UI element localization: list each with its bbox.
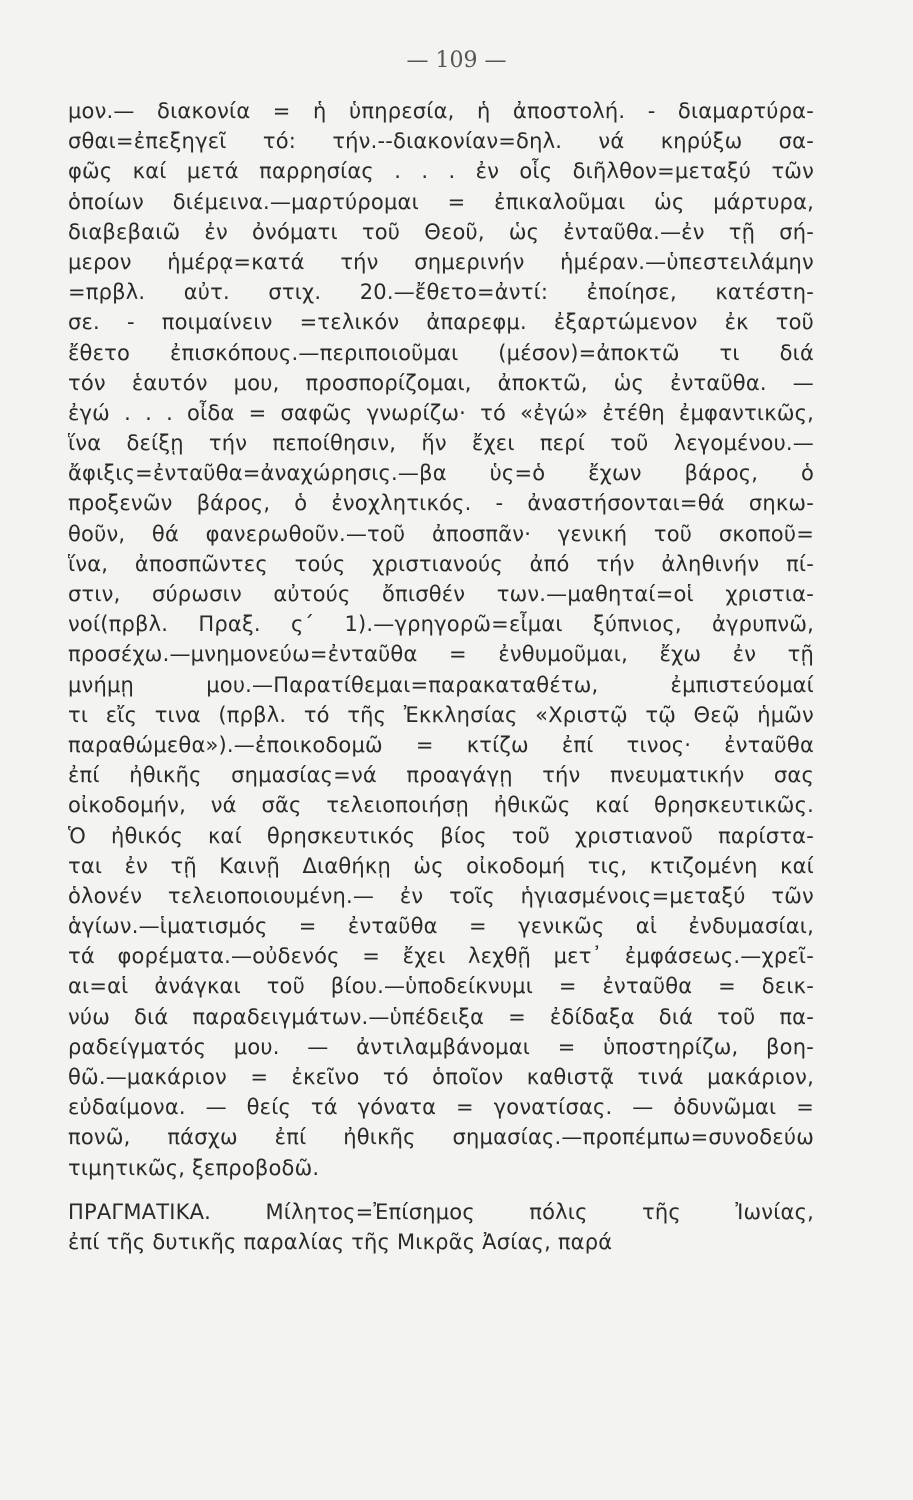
text-line: μερον ἡμέρᾳ=κατά τήν σημερινήν ἡμέραν.—ὑπεστειλάμην (68, 249, 814, 274)
text-line: θῶ.—μακάριον = ἐκεῖνο τό ὁποῖον καθιστᾷ τινά μακάριον, (68, 1065, 814, 1089)
text-line: τι εἴς τινα (πρβλ. τό τῆς Ἐκκλησίας «Χριστῷ τῷ Θεῷ ἡμῶν (68, 702, 814, 727)
text-line: ὁλονέν τελειοποιουμένη.— ἐν τοῖς ἡγιασμένοις=μεταξύ τῶν (68, 883, 814, 908)
text-line: Ὁ ἠθικός καί θρησκευτικός βίος τοῦ χριστιανοῦ παρίστα- (68, 823, 814, 848)
text-line: στιν, σύρωσιν αὐτούς ὄπισθέν των.—μαθηταί=οἱ χριστια- (68, 582, 814, 606)
page-number: — 109 — (406, 48, 507, 73)
text-line: ἔθετο ἐπισκόπους.—περιποιοῦμαι (μέσον)=ἀποκτῶ τι διά (68, 340, 814, 365)
text-line: ται ἐν τῇ Καινῇ Διαθήκῃ ὡς οἰκοδομή τις, κτιζομένη καί (68, 853, 814, 878)
text-line: =πρβλ. αὐτ. στιχ. 20.—ἔθετο=ἀντί: ἐποίησε, κατέστη- (68, 280, 814, 305)
text-line: τιμητικῶς, ξεπροβοδῶ. (68, 1155, 320, 1180)
text-line: θοῦν, θά φανερωθοῦν.—τοῦ ἀποσπᾶν· γενική τοῦ σκοποῦ= (68, 521, 814, 546)
commentary-text (68, 96, 814, 1257)
text-line: φῶς καί μετά παρρησίας . . . ἐν οἷς διῆλθον=μεταξύ τῶν (68, 159, 814, 184)
text-line: ἐγώ . . . οἶδα = σαφῶς γνωρίζω· τό «ἐγώ» ἐτέθη ἐμφαντικῶς, (68, 400, 814, 425)
text-line: εὐδαίμονα. — θείς τά γόνατα = γονατίσας. — ὀδυνῶμαι = (68, 1095, 814, 1120)
text-line: νοί(πρβλ. Πραξ. ς´ 1).—γρηγορῶ=εἶμαι ξύπνιος, ἀγρυπνῶ, (68, 612, 814, 637)
text-line: διαβεβαιῶ ἐν ὀνόματι τοῦ Θεοῦ, ὡς ἐνταῦθα.—ἐν τῇ σή- (68, 219, 814, 244)
text-line: προσέχω.—μνημονεύω=ἐνταῦθα = ἐνθυμοῦμαι, ἔχω ἐν τῇ (68, 642, 814, 667)
text-line: ὁποίων διέμεινα.—μαρτύρομαι = ἐπικαλοῦμαι ὡς μάρτυρα, (68, 189, 814, 214)
text-line: ἁγίων.—ἱματισμός = ἐνταῦθα = γενικῶς αἱ ἐνδυμασίαι, (68, 914, 814, 939)
text-line: ἵνα, ἀποσπῶντες τούς χριστιανούς ἀπό τήν ἀληθινήν πί- (68, 551, 814, 576)
text-line: αι=αἱ ἀνάγκαι τοῦ βίου.—ὑποδείκνυμι = ἐνταῦθα = δεικ- (68, 974, 814, 999)
text-line: παραθώμεθα»).—ἐποικοδομῶ = κτίζω ἐπί τινος· ἐνταῦθα (68, 732, 814, 757)
text-line: μον.— διακονία = ἡ ὑπηρεσία, ἡ ἀποστολή. - διαμαρτύρα- (68, 99, 814, 123)
text-line: προξενῶν βάρος, ὁ ἐνοχλητικός. - ἀναστήσονται=θά σηκω- (68, 491, 814, 516)
text-line: ἐπί ἠθικῆς σημασίας=νά προαγάγῃ τήν πνευματικήν σας (68, 763, 814, 788)
text-line: μνήμῃ μου.—Παρατίθεμαι=παρακαταθέτω, ἐμπιστεύομαί (68, 672, 814, 697)
text-line: οἰκοδομήν, νά σᾶς τελειοποιήσῃ ἠθικῶς καί θρησκευτικῶς. (68, 793, 814, 818)
text-line: πονῶ, πάσχω ἐπί ἠθικῆς σημασίας.—προπέμπω=συνοδεύω (68, 1125, 814, 1150)
text-line: σθαι=ἐπεξηγεῖ τό: τήν.--διακονίαν=δηλ. νά κηρύξω σα- (68, 129, 814, 154)
text-line: ραδείγματός μου. — ἀντιλαμβάνομαι = ὑποστηρίζω, βοη- (68, 1034, 814, 1059)
text-line: νύω διά παραδειγμάτων.—ὑπέδειξα = ἐδίδαξα διά τοῦ πα- (68, 1004, 814, 1029)
text-line: τόν ἑαυτόν μου, προσπορίζομαι, ἀποκτῶ, ὡς ἐνταῦθα. — (68, 370, 814, 395)
text-line: ἄφιξις=ἐνταῦθα=ἀναχώρησις.—βα ὑς=ὁ ἔχων βάρος, ὁ (68, 461, 814, 486)
text-line: σε. - ποιμαίνειν =τελικόν ἀπαρεφμ. ἐξαρτώμενον ἐκ τοῦ (68, 310, 814, 335)
text-line: ΠΡΑΓΜΑΤΙΚΑ. Μίλητος=Ἐπίσημος πόλις τῆς Ἰωνίας, (68, 1199, 814, 1224)
text-line: τά φορέματα.—οὐδενός = ἔχει λεχθῇ μετ᾽ ἐμφάσεως.—χρεῖ- (68, 944, 814, 969)
text-line: ἵνα δείξῃ τήν πεποίθησιν, ἥν ἔχει περί τοῦ λεγομένου.— (68, 431, 814, 456)
text-line: ἐπί τῆς δυτικῆς παραλίας τῆς Μικρᾶς Ἀσίας, παρά (68, 1229, 613, 1254)
